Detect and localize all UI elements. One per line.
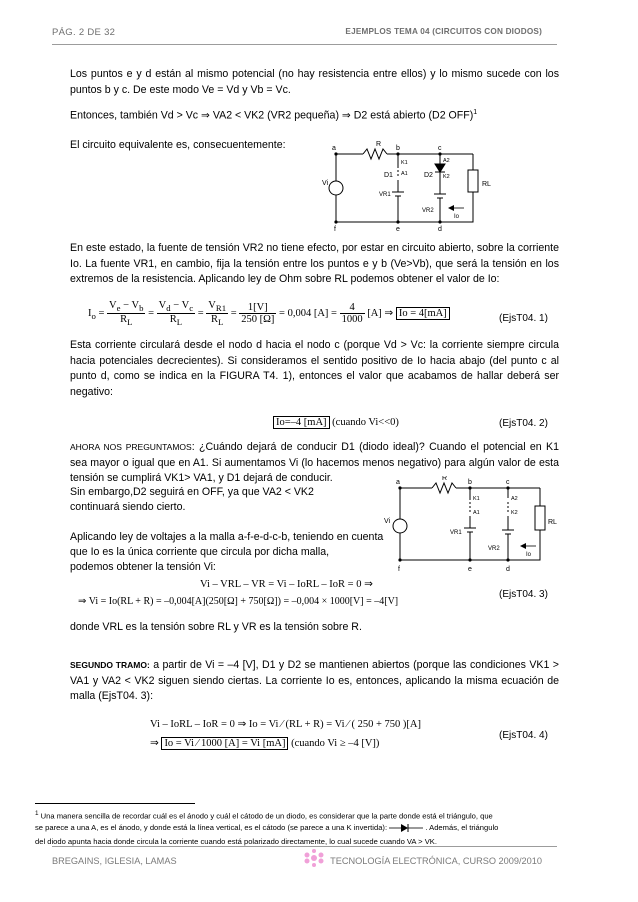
paragraph-9c: podemos obtener la tensión Vi: bbox=[70, 561, 216, 573]
footnote-line-3: del diodo apunta hacia donde circula la corriente cuando está polarizado directamente, lo cual sucede cuando VA > VK. bbox=[35, 837, 437, 846]
eq1-label: (EjsT04. 1) bbox=[499, 313, 548, 324]
paragraph-9a: Aplicando ley de voltajes a la malla a-f-e-d-c-b, teniendo en cuenta bbox=[70, 531, 384, 543]
footnote-line-2 bbox=[35, 821, 570, 834]
c2-node-a-label: a bbox=[396, 479, 400, 486]
c2-resistor-r-label: R bbox=[442, 476, 448, 482]
io-label: Io bbox=[454, 214, 460, 220]
equation-1: $I_o$ = $\frac{V_e - V_b}{R_L}$ = $\frac{V_d - V_c}{R_L}$ = $\frac{V_{R1}}{R_L}$ = $\frac{1[V]}{250 [\Omega]}$ = 0,004 [A] = $\frac{4}{1000}$ [A] ⇒ Io = 4[mA] bbox=[88, 300, 450, 327]
eq1-result: Io = 4[mA] bbox=[396, 307, 450, 320]
equation-2 bbox=[273, 417, 399, 428]
eq2-boxed: Io=–4 [mA] bbox=[273, 416, 330, 429]
paragraph-11-text: a partir de Vi = –4 [V], D1 y D2 se mantienen abiertos (porque las condiciones VK1 > VA1 y VA2 < VK2 siguen siendo ciertas. La corriente Io es, entonces, aplicando la misma ecuación de malla (EjsT04. 3): bbox=[70, 659, 559, 702]
paragraph-1: Los puntos e y d están al mismo potencial (no hay resistencia entre ellos) y lo mismo sucede con los puntos b y c. De este modo Ve = Vd y Vb = Vc. bbox=[70, 68, 559, 96]
paragraph-11 bbox=[70, 658, 559, 705]
a1-label: A1 bbox=[401, 171, 408, 177]
eq4-tail: (cuando Vi ≥ –4 [V]) bbox=[291, 738, 380, 749]
diode-symbol-icon bbox=[389, 823, 423, 833]
eq1-frac-5: $\frac{4}{1000}$ bbox=[341, 302, 363, 326]
eq3-label: (EjsT04. 3) bbox=[499, 589, 548, 600]
paragraph-3: El circuito equivalente es, consecuentemente: bbox=[70, 139, 286, 151]
c2-node-f-label: f bbox=[398, 566, 400, 573]
vr1-label: VR1 bbox=[379, 192, 391, 198]
c2-k2-label: K2 bbox=[511, 510, 518, 516]
equation-4-line-1: Vi – IoRL – IoR = 0 ⇒ Io = Vi ⁄ (RL + R) = Vi ⁄ ( 250 + 750 )[A] bbox=[150, 719, 422, 730]
footnote-mark: 1 bbox=[35, 810, 39, 817]
paragraph-11-lead: SEGUNDO TRAMO: bbox=[70, 660, 150, 670]
eq1-frac-2: $\frac{V_d - V_c}{R_L}$ bbox=[158, 300, 194, 328]
node-b-label: b bbox=[396, 145, 400, 152]
eq2-tail: (cuando Vi<<0) bbox=[332, 417, 399, 428]
equation-3-line-2: ⇒ Vi = Io(RL + R) = –0,004[A](250[Ω] + 750[Ω]) = –0,004 × 1000[V] = –4[V] bbox=[78, 596, 399, 607]
rl-label: RL bbox=[482, 181, 491, 188]
paragraph-9b: que Io es la única corriente que circula por dicha malla, bbox=[70, 546, 330, 558]
footer-rule bbox=[52, 846, 557, 847]
paragraph-8: continuará siendo cierto. bbox=[70, 501, 186, 513]
equation-3-line-1: Vi – VRL – VR = Vi – IoRL – IoR = 0 ⇒ bbox=[200, 579, 373, 590]
eq1-frac-1: $\frac{V_e - V_b}{R_L}$ bbox=[109, 300, 144, 328]
footnote-text-1: Una manera sencilla de recordar cuál es el ánodo y cuál el cátodo de un diodo, es considerar que la parte donde está el triángulo, que bbox=[40, 811, 493, 821]
node-f-label: f bbox=[334, 226, 336, 232]
c2-a1-label: A1 bbox=[473, 510, 480, 516]
page-number: PÁG. 2 DE 32 bbox=[52, 27, 116, 38]
footnote-rule bbox=[35, 803, 195, 804]
c2-io-label: Io bbox=[526, 552, 532, 558]
university-logo-icon bbox=[300, 848, 328, 868]
eq2-label: (EjsT04. 2) bbox=[499, 418, 548, 429]
paragraph-5: Esta corriente circulará desde el nodo d hacia el nodo c (porque Vd > Vc: la corriente siempre circula hacia potenciales decrecientes). Si consideramos el sentido positivo de Io hacia abajo (del punto c al punto d, como se indica en la FIGURA T4. 1), entonces el valor que acabamos de hallar deberá ser negativo: bbox=[70, 339, 559, 398]
eq4-label: (EjsT04. 4) bbox=[499, 730, 548, 741]
footnote-text-2-tail: . Además, el triángulo bbox=[425, 823, 499, 832]
node-a-label: a bbox=[332, 145, 336, 152]
d1-label: D1 bbox=[384, 172, 393, 179]
c2-rl-label: RL bbox=[548, 519, 557, 526]
paragraph-10: donde VRL es la tensión sobre RL y VR es la tensión sobre R. bbox=[70, 621, 362, 633]
c2-a2-label: A2 bbox=[511, 496, 518, 502]
c2-node-b-label: b bbox=[468, 479, 472, 486]
k2-label: K2 bbox=[443, 174, 450, 180]
paragraph-7: Sin embargo,D2 seguirá en OFF, ya que VA2 < VK2 bbox=[70, 486, 314, 498]
c2-node-e-label: e bbox=[468, 566, 472, 573]
c2-k1-label: K1 bbox=[473, 496, 480, 502]
footer-authors: BREGAINS, IGLESIA, LAMAS bbox=[52, 856, 177, 866]
paragraph-2 bbox=[70, 105, 559, 124]
header-rule bbox=[52, 44, 557, 45]
c2-node-c-label: c bbox=[506, 479, 510, 486]
node-e-label: e bbox=[396, 226, 400, 232]
k1-label: K1 bbox=[401, 160, 408, 166]
paragraph-4: En este estado, la fuente de tensión VR2 no tiene efecto, por estar en circuito abierto, sobre la corriente Io. La fuente VR1, en cambio, fija la tensión entre los puntos e y b (Ve>Vb), que será la tensión en los extremos de la resistencia. Aplicando ley de Ohm sobre RL podemos obtener el valor de Io: bbox=[70, 242, 559, 285]
c2-node-d-label: d bbox=[506, 566, 510, 573]
footer-course: TECNOLOGÍA ELECTRÓNICA, CURSO 2009/2010 bbox=[330, 856, 542, 866]
c2-vi-label: Vi bbox=[384, 518, 391, 525]
paragraph-6-text: : ¿Cuándo dejará de conducir D1 (diodo ideal)? Cuando el potencial en K1 sea mayor o igual que en A1. Si aumentamos Vi (lo hacemos menos negativo) para algún valor de esta tensión se cumplirá VK1> VA1, y D1 dejará de conducir. bbox=[70, 441, 560, 484]
paragraph-6-lead: AHORA NOS PREGUNTAMOS bbox=[70, 442, 192, 452]
d2-label: D2 bbox=[424, 172, 433, 179]
eq4-boxed: Io = Vi ⁄ 1000 [A] = Vi [mA] bbox=[161, 737, 288, 750]
footnote-ref: 1 bbox=[473, 109, 478, 116]
vr2-label: VR2 bbox=[422, 208, 434, 214]
circuit-diagram-1 bbox=[318, 140, 518, 232]
circuit-diagram-2 bbox=[380, 476, 570, 574]
c2-vr2-label: VR2 bbox=[488, 546, 500, 552]
vi-label: Vi bbox=[322, 180, 329, 187]
a2-label: A2 bbox=[443, 158, 450, 164]
eq1-frac-4: $\frac{1[V]}{250 [\Omega]}$ bbox=[241, 302, 275, 326]
c2-vr1-label: VR1 bbox=[450, 530, 462, 536]
eq1-frac-3: $\frac{V_{R1}}{R_L}$ bbox=[208, 300, 227, 328]
node-c-label: c bbox=[438, 145, 442, 152]
node-d-label: d bbox=[438, 226, 442, 232]
page-header-title: EJEMPLOS TEMA 04 (CIRCUITOS CON DIODOS) bbox=[345, 27, 542, 36]
resistor-r-label: R bbox=[376, 141, 382, 148]
paragraph-2-text: Entonces, también Vd > Vc ⇒ VA2 < VK2 (VR2 pequeña) ⇒ D2 está abierto (D2 OFF) bbox=[70, 109, 474, 122]
footnote-text-2: se parece a una A, es el ánodo, y donde está la línea vertical, es el cátodo (se parece a una K invertida): bbox=[35, 823, 388, 832]
equation-4-line-2: ⇒ Io = Vi ⁄ 1000 [A] = Vi [mA] (cuando Vi ≥ –4 [V]) bbox=[150, 738, 380, 749]
